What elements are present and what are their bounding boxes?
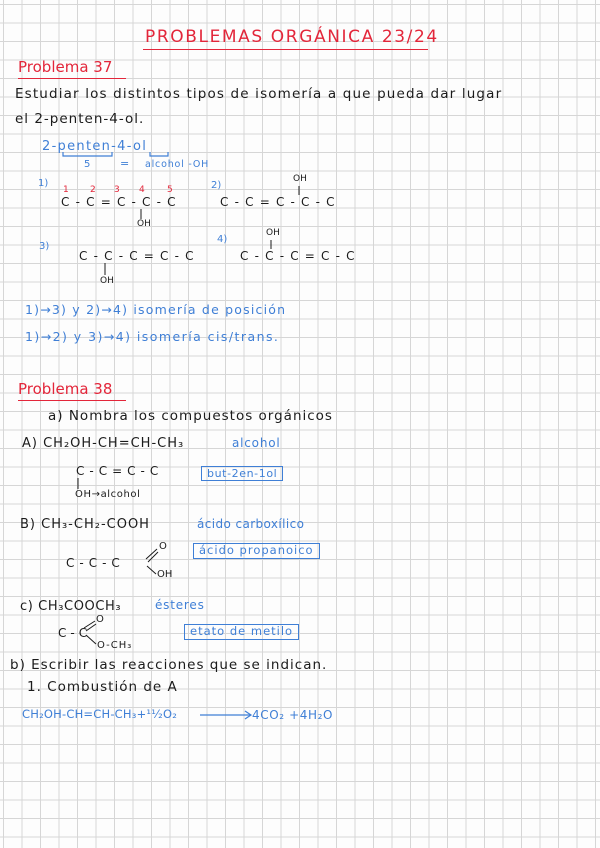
compound-b-answer: ácido propanoico [193,543,320,559]
isomerism-result-position: 1)→3) y 2)→4) isomería de posición [25,302,287,317]
compound-a-oh-note: OH→alcohol [75,489,141,500]
problem-37-underline [18,78,126,79]
compound-c-tag: ésteres [155,598,205,612]
structure-1-oh: OH [137,219,151,229]
alcohol-label: alcohol -OH [145,159,210,170]
structure-2-chain: C-C=C-C-C [220,195,341,209]
compound-c-formula: c) CH₃COOCH₃ [20,599,122,614]
structure-4-oh: OH [266,228,280,238]
problem-38-underline [18,400,126,401]
compound-c-answer: etato de metilo [184,624,299,640]
double-bond-label: = [120,157,130,170]
structure-3-label: 3) [39,241,50,252]
structure-1-label: 1) [38,178,49,189]
carbon-number-3: 3 [114,185,120,195]
compound-b-tag: ácido carboxílico [197,517,305,531]
structure-3-chain: C-C-C=C-C [79,249,200,263]
reaction-products: 4CO₂ +4H₂O [252,708,334,722]
compound-b-formula: B) CH₃-CH₂-COOH [20,517,150,532]
carbon-number-2: 2 [90,185,96,195]
carbon-number-5: 5 [167,185,173,195]
compound-name: 2-penten-4-ol [42,139,148,154]
compound-c-carbonyl-o: O [96,614,104,625]
compound-b-hydroxyl: OH [157,569,173,580]
compound-a-skeleton: C-C=C-C [76,464,164,478]
carbon-count-label: 5 [84,159,91,170]
carbon-number-1: 1 [63,185,69,195]
structure-1-chain: C-C=C-C-C [61,195,182,209]
part-a-title: a) Nombra los compuestos orgánicos [48,408,333,424]
page-title: PROBLEMAS ORGÁNICA 23/24 [145,27,439,47]
problem-38-heading: Problema 38 [18,380,113,398]
compound-a-formula: A) CH₂OH-CH=CH-CH₃ [22,436,185,451]
structure-4-chain: C-C-C=C-C [240,249,361,263]
problem-37-statement-line2: el 2-penten-4-ol. [15,111,145,127]
part-b-title: b) Escribir las reacciones que se indican. [10,657,328,673]
compound-a-tag: alcohol [232,436,281,450]
compound-b-skeleton: C-C-C [66,556,125,570]
structure-3-oh: OH [100,276,114,286]
compound-b-carbonyl-o: O [159,541,167,552]
compound-c-skeleton: C-C [58,626,92,640]
structure-2-oh: OH [293,174,307,184]
compound-c-ester-group: O-CH₃ [97,640,133,651]
title-underline [143,49,428,50]
problem-37-statement: Estudiar los distintos tipos de isomería a que pueda dar lugar [15,86,503,102]
part-b-item-1: 1. Combustión de A [27,679,178,695]
compound-a-answer: but-2en-1ol [201,466,283,481]
carbon-number-4: 4 [139,185,145,195]
problem-37-heading: Problema 37 [18,58,113,76]
structure-4-label: 4) [217,234,228,245]
reaction-reactants: CH₂OH-CH=CH-CH₃+¹¹⁄₂O₂ [22,707,178,721]
structure-2-label: 2) [211,180,222,191]
isomerism-result-cis-trans: 1)→2) y 3)→4) isomería cis/trans. [25,329,280,344]
